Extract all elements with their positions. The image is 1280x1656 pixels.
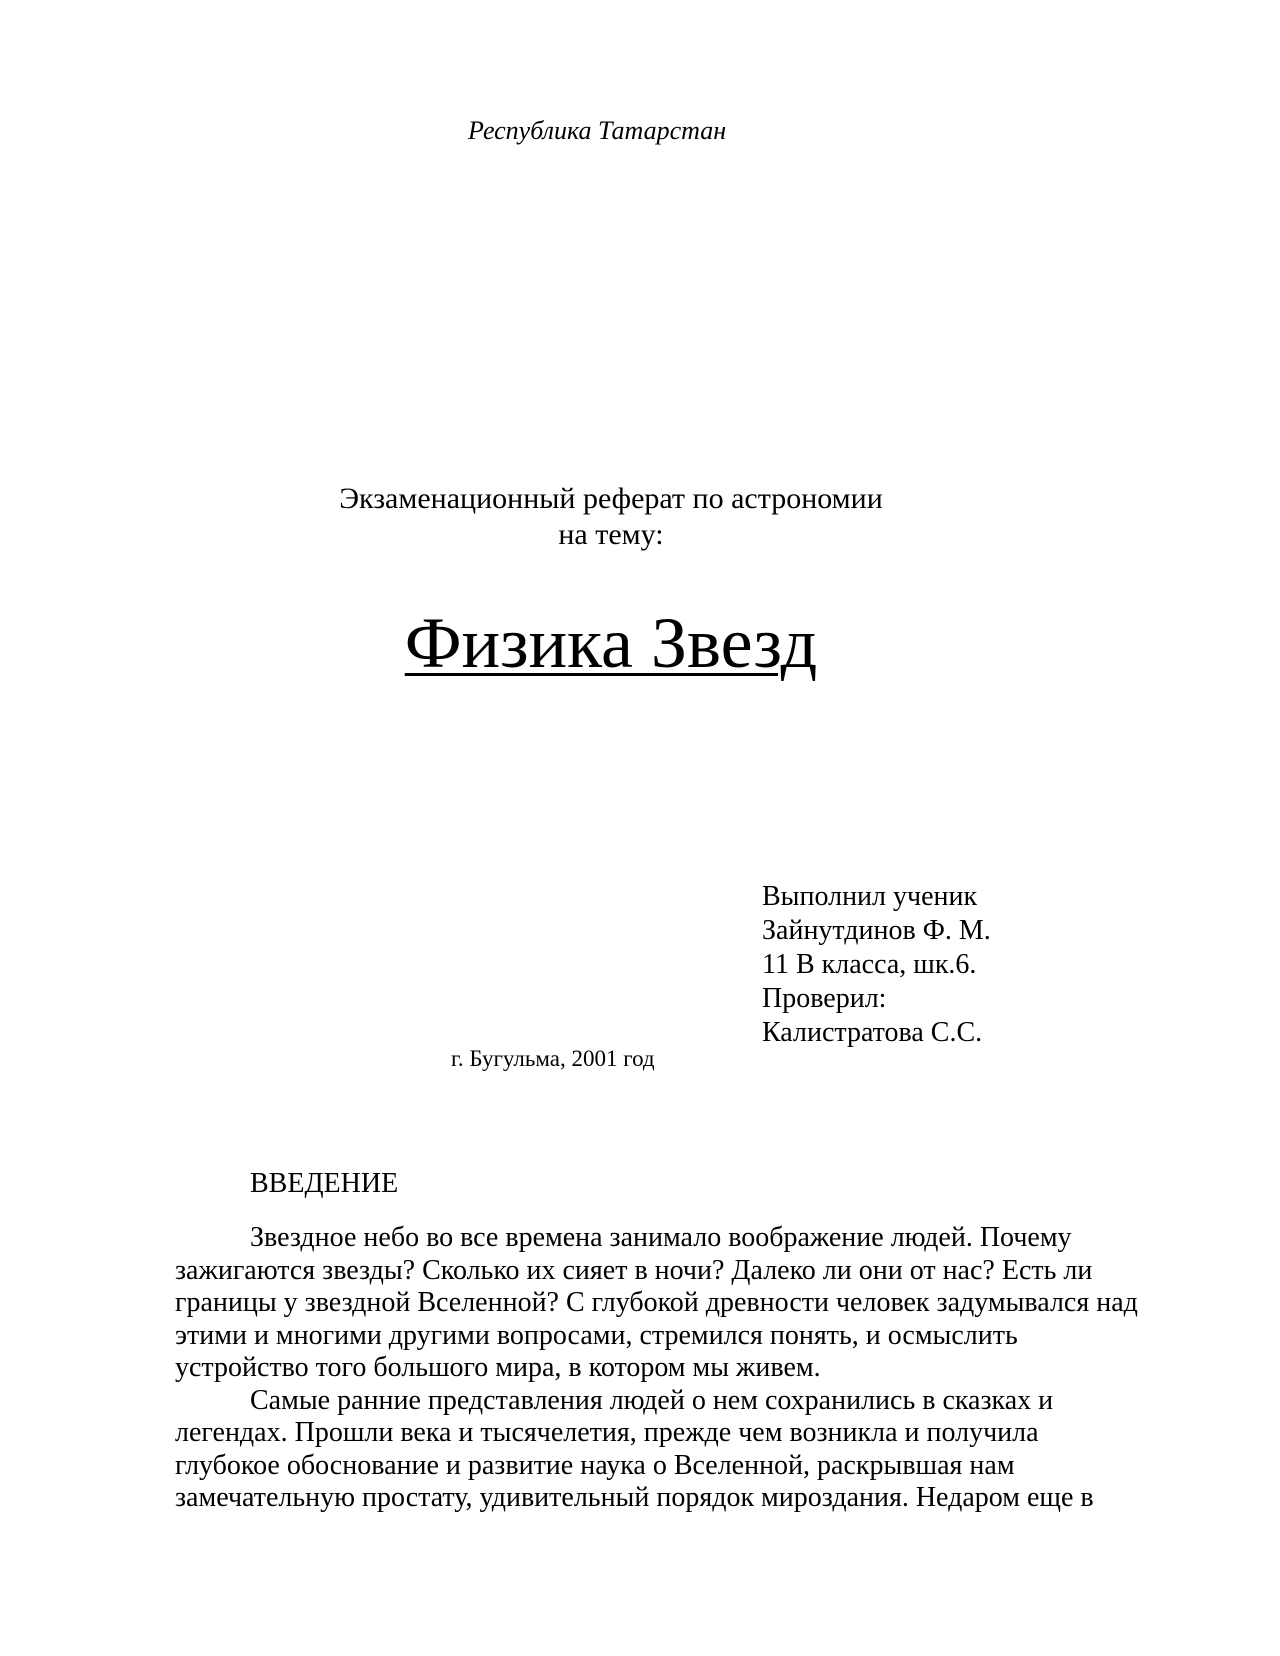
paragraph-1-line: зажигаются звезды? Сколько их сияет в ночи? Далеко ли они от нас? Есть ли [175,1254,1093,1286]
region-name: Республика Татарстан [468,116,727,145]
paragraph-2-line: Самые ранние представления людей о нем сохранились в сказках и [250,1384,1054,1416]
author-block [762,880,991,1050]
city-year: г. Бугульма, 2001 год [451,1046,655,1071]
document-title: Физика Звезд [404,603,818,683]
paragraph-1-line: устройство того большого мира, в котором мы живем. [175,1352,821,1383]
paragraph-2-line: замечательную простату, удивительный порядок мироздания. Недаром еще в [175,1482,1094,1513]
subtitle-line-2: на тему: [558,518,664,551]
paragraph-1-line: границы у звездной Вселенной? С глубокой древности человек задумывался над [175,1287,1138,1318]
paragraph-2-line: легендах. Прошли века и тысячелетия, прежде чем возникла и получила [175,1417,1039,1448]
author-line-5: Калистратова С.С. [762,1017,983,1048]
paragraph-2-line: глубокое обоснование и развитие наука о Вселенной, раскрывшая нам [175,1449,1015,1481]
intro-body [175,1222,1175,1515]
author-line-2: Зайнутдинов Ф. М. [762,915,991,946]
paragraph-1-line: этими и многими другими вопросами, стремился понять, и осмыслить [175,1319,1018,1351]
subtitle-line-1: Экзаменационный реферат по астрономии [339,482,883,515]
author-line-3: 11 В класса, шк.6. [762,949,977,980]
author-line-1: Выполнил ученик [762,881,978,912]
section-heading: ВВЕДЕНИЕ [250,1168,399,1199]
paragraph-1-line: Звездное небо во все времена занимало воображение людей. Почему [250,1222,1072,1253]
author-line-4: Проверил: [762,983,887,1014]
